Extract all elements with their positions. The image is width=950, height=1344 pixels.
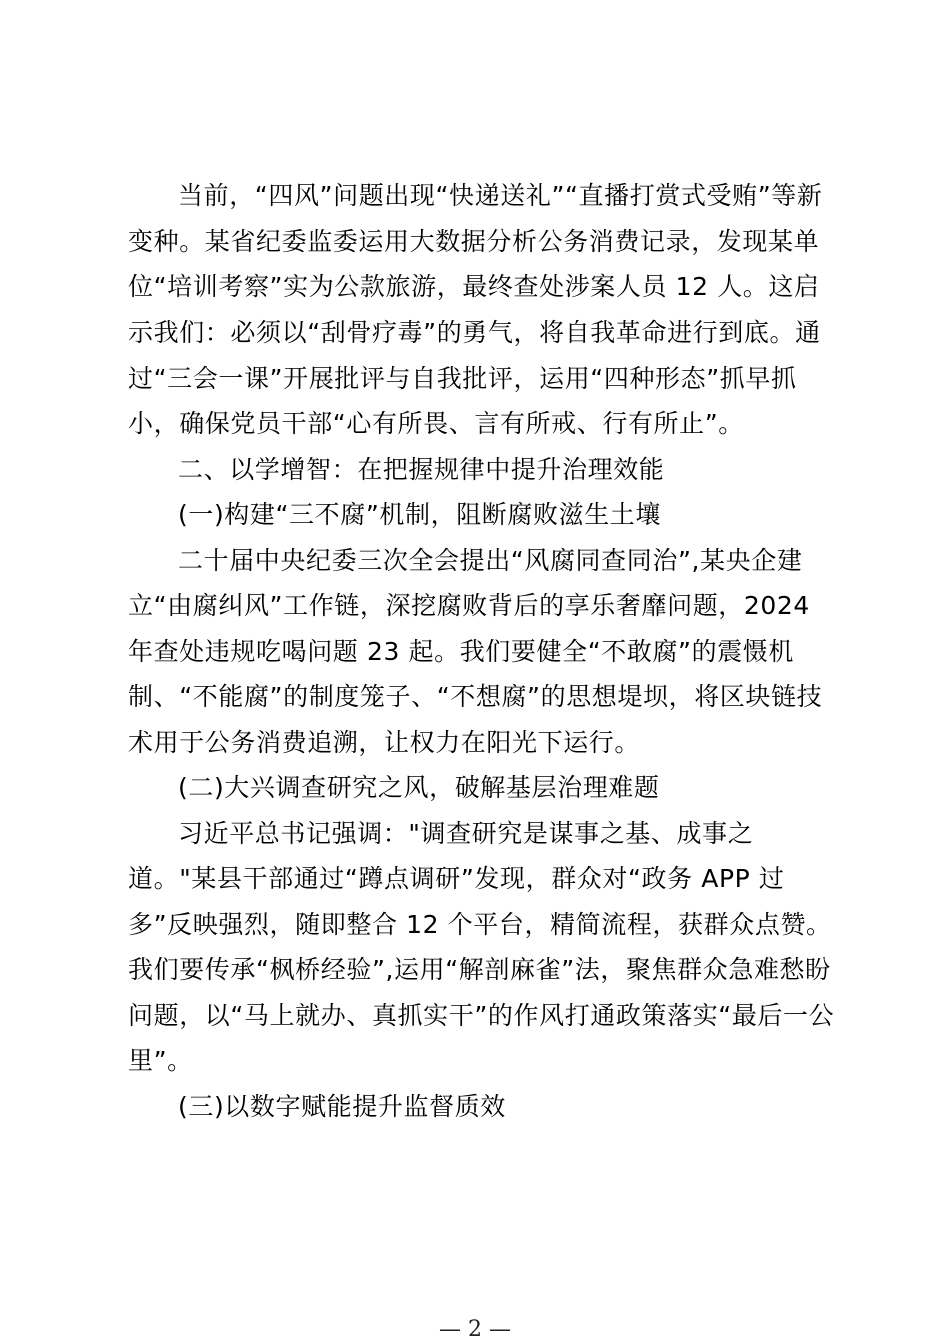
body-text-line: 变种。某省纪委监委运用大数据分析公务消费记录，发现某单 [128,227,820,256]
body-text-line: 当前，“四风”问题出现“快递送礼”“直播打赏式受贿”等新 [178,181,823,210]
body-text-line: 问题，以“马上就办、真抓实干”的作风打通政策落实“最后一公 [128,1001,835,1030]
body-text-line: 示我们：必须以“刮骨疗毒”的勇气，将自我革命进行到底。通 [128,318,821,347]
section-heading: 二、以学增智：在把握规律中提升治理效能 [178,455,665,484]
subsection-heading: (三)以数字赋能提升监督质效 [178,1092,506,1121]
body-text-line: 过“三会一课”开展批评与自我批评，运用“四种形态”抓早抓 [128,364,797,393]
body-text-line: 立“由腐纠风”工作链，深挖腐败背后的享乐奢靡问题，2024 [128,591,810,620]
body-text-line: 二十届中央纪委三次全会提出“风腐同查同治”,某央企建 [178,546,803,575]
body-text-line: 小，确保党员干部“心有所畏、言有所戒、行有所止”。 [128,409,744,438]
body-text-line: 里”。 [128,1046,193,1075]
body-text-line: 制、“不能腐”的制度笼子、“不想腐”的思想堤坝，将区块链技 [128,682,823,711]
body-text-line: 我们要传承“枫桥经验”,运用“解剖麻雀”法，聚焦群众急难愁盼 [128,955,831,984]
subsection-heading: (一)构建“三不腐”机制，阻断腐败滋生土壤 [178,500,662,529]
body-text-line: 多”反映强烈，随即整合 12 个平台，精简流程，获群众点赞。 [128,910,832,939]
body-text-line: 习近平总书记强调："调查研究是谋事之基、成事之 [178,819,754,848]
page-number: — 2 — [439,1317,511,1342]
subsection-heading: (二)大兴调查研究之风，破解基层治理难题 [178,773,660,802]
body-text-line: 术用于公务消费追溯，让权力在阳光下运行。 [128,728,641,757]
body-text-line: 道。"某县干部通过“蹲点调研”发现，群众对“政务 APP 过 [128,864,785,893]
body-text-line: 年查处违规吃喝问题 23 起。我们要健全“不敢腐”的震慑机 [128,637,795,666]
body-text-line: 位“培训考察”实为公款旅游，最终查处涉案人员 12 人。这启 [128,272,820,301]
